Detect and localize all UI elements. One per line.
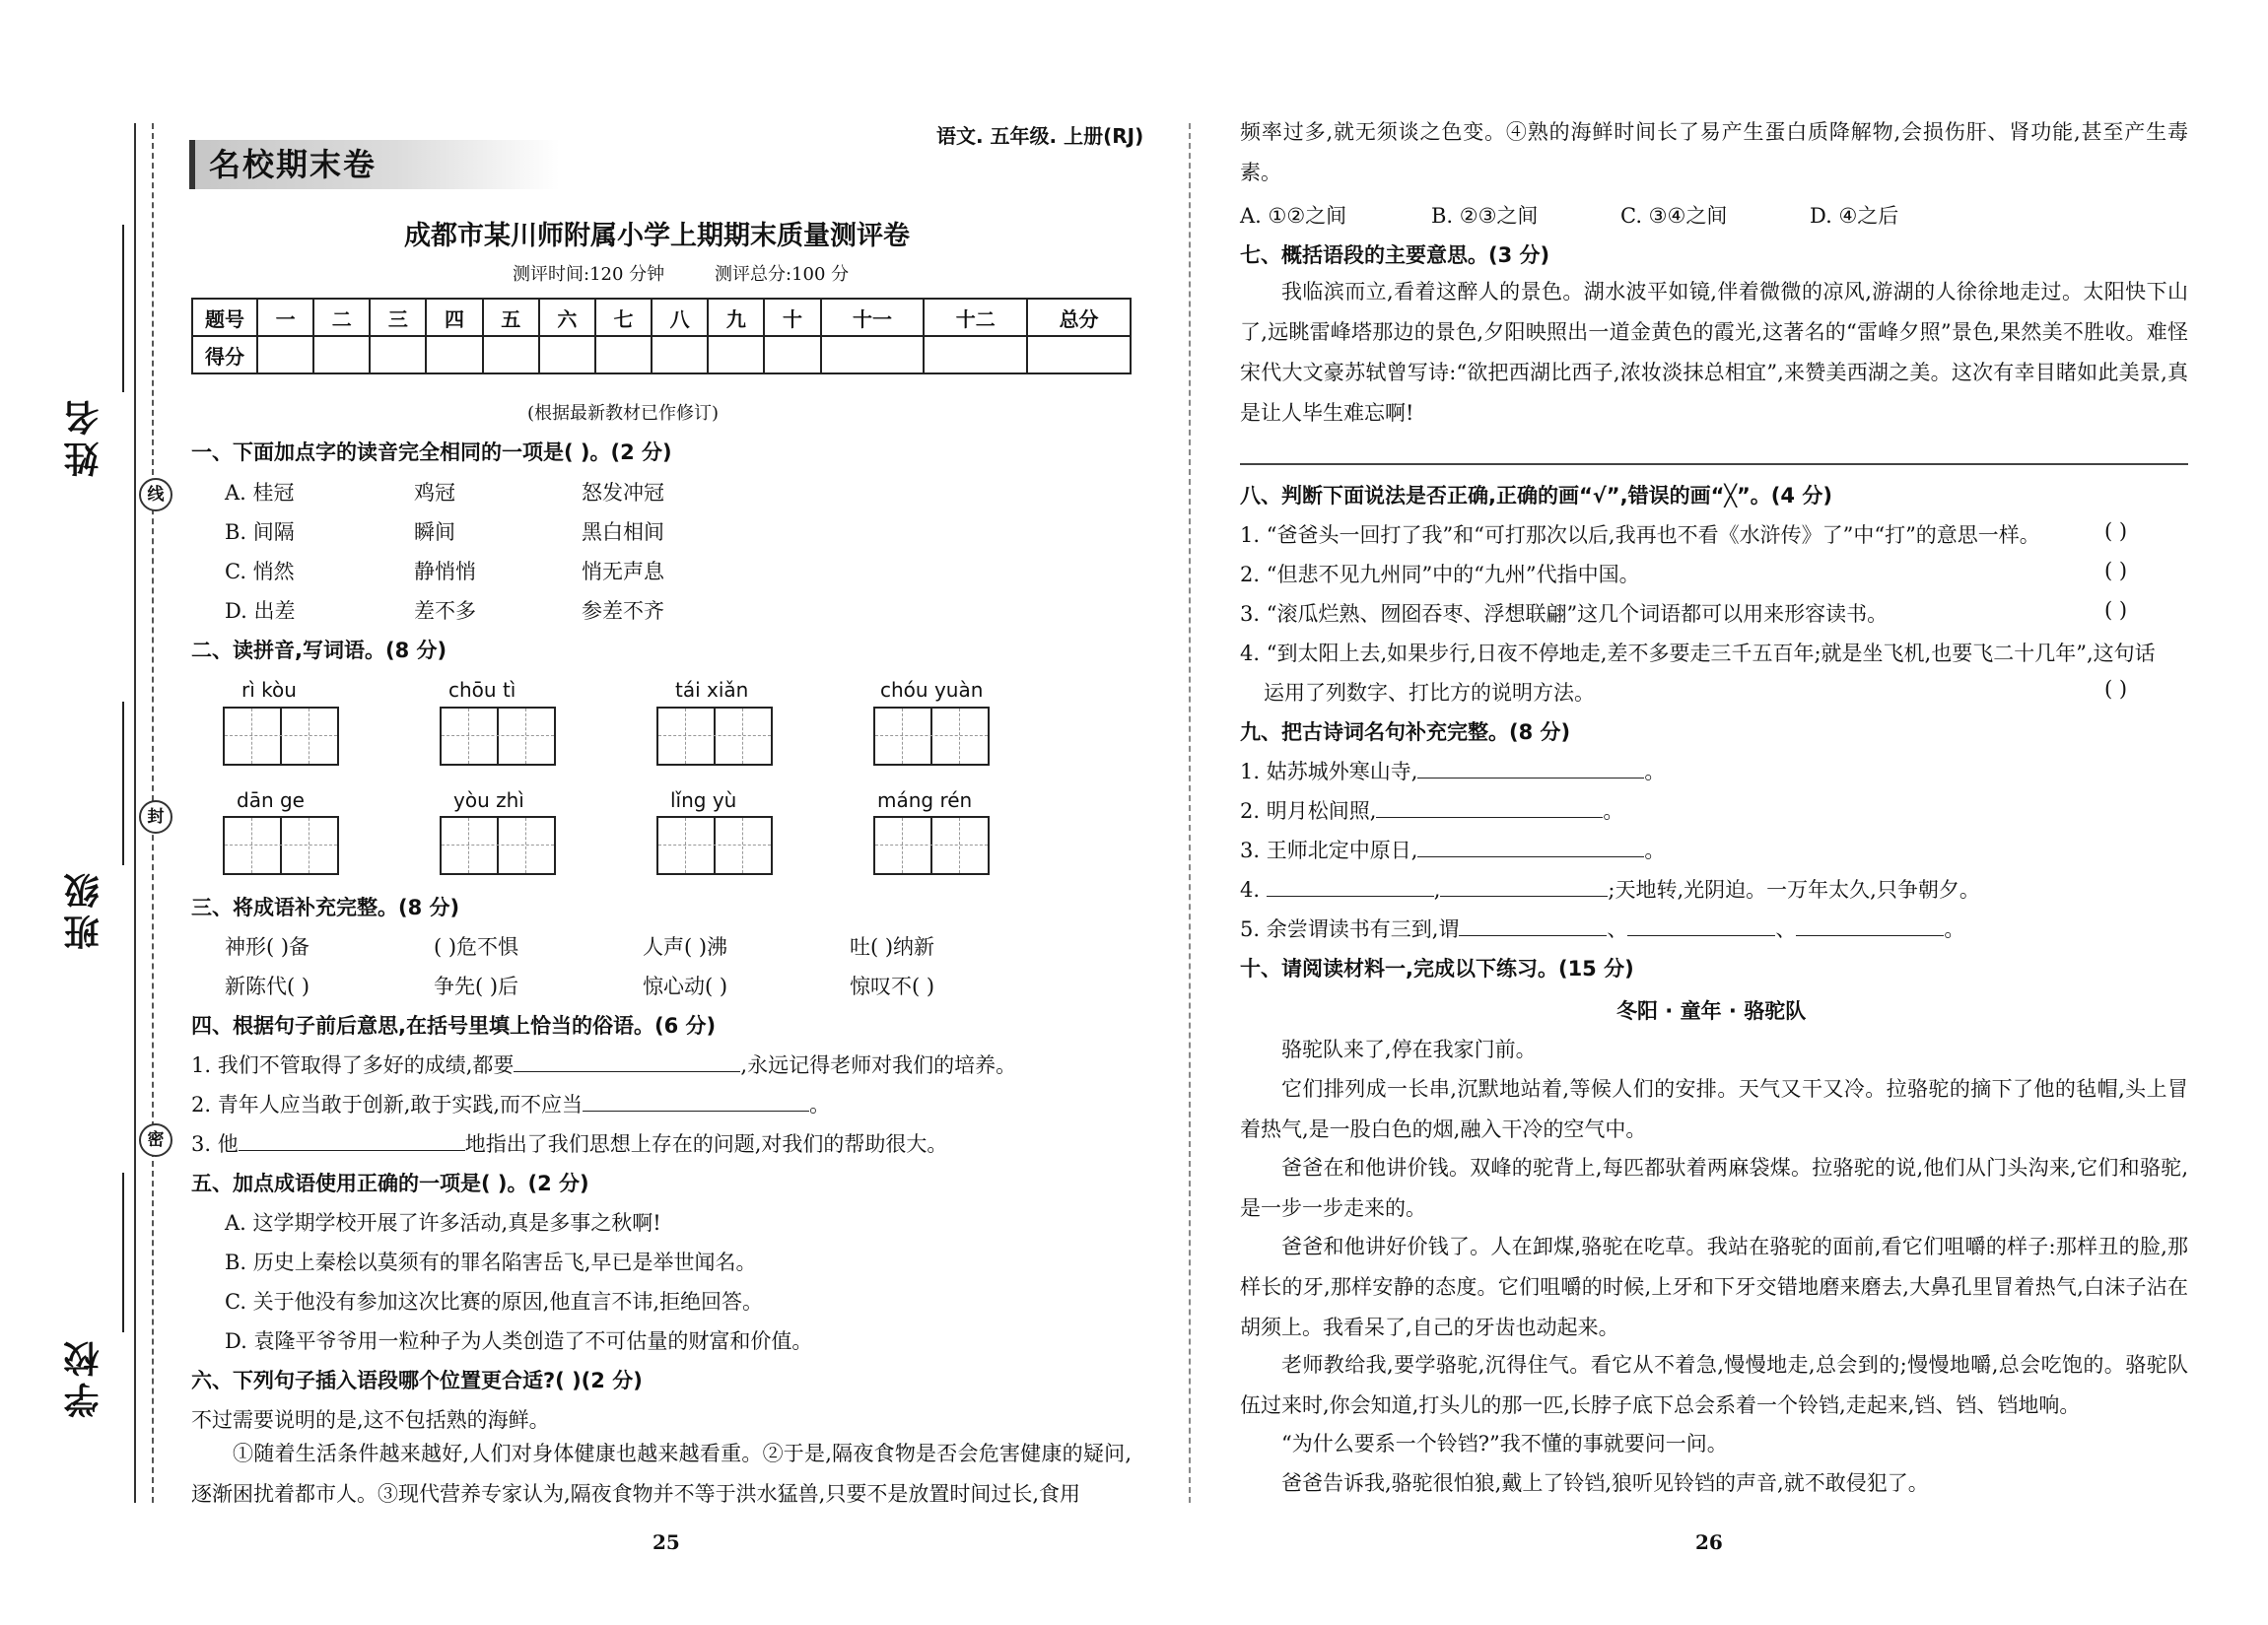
q10-title: 十、请阅读材料一,完成以下练习。(15 分)	[1240, 957, 1634, 981]
story-paragraph: 它们排列成一长串,沉默地站着,等候人们的安排。天气又干又冷。拉骆驼的摘下了他的毡帽,头上冒着热气,是一股白色的烟,融入干冷的空气中。	[1240, 1077, 2188, 1141]
score-blank[interactable]	[257, 336, 313, 373]
score-cell: 九	[708, 299, 764, 336]
poem-text: 1. 姑苏城外寒山寺,	[1240, 760, 1418, 783]
pinyin-label: rì kòu	[241, 678, 297, 702]
q8-item-4: 4. “到太阳上去,如果步行,日夜不停地走,差不多要走三千五百年;就是坐飞机,也要飞二十几年”,这句话	[1240, 642, 2156, 665]
idiom-item[interactable]: 人声( )沸	[643, 935, 728, 959]
poem-line-2	[1240, 795, 1623, 825]
answer-blank[interactable]	[583, 1093, 809, 1112]
q7-answer-line[interactable]	[1240, 463, 2188, 465]
q3-title: 三、将成语补充完整。(8 分)	[191, 896, 460, 919]
q6-title: 六、下列句子插入语段哪个位置更合适?( )(2 分)	[191, 1369, 643, 1392]
q9-title: 九、把古诗词名句补充完整。(8 分)	[1240, 720, 1571, 744]
score-blank[interactable]	[708, 336, 764, 373]
q4-s1-start: 1. 我们不管取得了多好的成绩,都要	[191, 1053, 515, 1077]
judge-paren[interactable]: ( )	[2104, 677, 2128, 701]
poem-end: 。	[1644, 760, 1666, 783]
poem-end: 。	[1944, 917, 1965, 941]
score-cell: 一	[257, 299, 313, 336]
poem-text: 4.	[1240, 878, 1261, 902]
poem-text: 3. 王师北定中原日,	[1240, 839, 1418, 862]
score-cell: 五	[483, 299, 539, 336]
score-cell: 二	[313, 299, 370, 336]
q8-item-2: 2. “但悲不见九州同”中的“九州”代指中国。	[1240, 563, 1640, 586]
q4-title: 四、根据句子前后意思,在括号里填上恰当的俗语。(6 分)	[191, 1014, 717, 1038]
story-title: 冬阳 · 童年 · 骆驼队	[1616, 999, 1807, 1023]
answer-blank[interactable]	[239, 1132, 465, 1151]
q5-option-d: D. 袁隆平爷爷用一粒种子为人类创造了不可估量的财富和价值。	[225, 1329, 813, 1353]
pinyin-label: yòu zhì	[453, 788, 524, 812]
poem-end: 。	[1603, 799, 1624, 823]
q4-s2-end: 。	[809, 1093, 831, 1117]
poem-text: ,	[1433, 878, 1441, 902]
idiom-item[interactable]: 惊叹不( )	[850, 975, 935, 998]
q8-title: 八、判断下面说法是否正确,正确的画“√”,错误的画“╳”。(4 分)	[1240, 484, 1832, 508]
name-label: 姓名	[64, 394, 104, 477]
score-blank[interactable]	[652, 336, 708, 373]
margin-solid-line	[134, 123, 136, 1503]
answer-blank[interactable]	[1267, 878, 1434, 897]
q1-word: 悄无声息	[582, 560, 664, 583]
name-blank[interactable]	[122, 225, 124, 392]
answer-blank[interactable]	[1796, 917, 1944, 936]
q4-s2-start: 2. 青年人应当敢于创新,敢于实践,而不应当	[191, 1093, 584, 1117]
score-cell: 十	[764, 299, 820, 336]
score-cell: 八	[652, 299, 708, 336]
poem-text: 、	[1607, 917, 1628, 941]
score-row-label: 得分	[192, 336, 257, 373]
pinyin-label: chōu tì	[448, 678, 516, 702]
q4-sentence-1	[191, 1049, 1016, 1079]
q4-sentence-3	[191, 1128, 947, 1158]
school-label: 学校	[64, 1335, 104, 1418]
poem-text: 、	[1775, 917, 1797, 941]
writing-box[interactable]	[223, 707, 339, 766]
school-blank[interactable]	[122, 1173, 124, 1332]
writing-box[interactable]	[440, 816, 556, 875]
idiom-item[interactable]: ( )危不惧	[434, 935, 519, 959]
exam-time: 测评时间:120 分钟	[513, 264, 665, 285]
q8-item-1: 1. “爸爸头一回打了我”和“可打那次以后,我再也不看《水浒传》了”中“打”的意思一样。	[1240, 523, 2040, 547]
q7-title: 七、概括语段的主要意思。(3 分)	[1240, 243, 1550, 267]
idiom-item[interactable]: 吐( )纳新	[850, 935, 935, 959]
q8-item-4-cont: 运用了列数字、打比方的说明方法。	[1264, 681, 1595, 705]
exam-banner: 名校期末卷	[189, 140, 560, 189]
revision-note: (根据最新教材已作修订)	[527, 403, 720, 424]
q1-option-d: D. 出差	[225, 599, 296, 623]
answer-blank[interactable]	[1440, 878, 1608, 897]
q1-title: 一、下面加点字的读音完全相同的一项是( )。(2 分)	[191, 440, 672, 464]
page-number-left: 25	[653, 1530, 680, 1554]
poem-line-1	[1240, 756, 1665, 785]
score-cell: 六	[539, 299, 595, 336]
q5-option-c: C. 关于他没有参加这次比赛的原因,他直言不讳,拒绝回答。	[225, 1290, 764, 1314]
q1-word: 瞬间	[414, 520, 455, 544]
writing-box[interactable]	[656, 816, 773, 875]
q1-word: 黑白相间	[582, 520, 664, 544]
q1-word: 参差不齐	[582, 599, 664, 623]
q1-option-b: B. 间隔	[225, 520, 295, 544]
idiom-item[interactable]: 惊心动( )	[643, 975, 728, 998]
story-paragraph: 爸爸告诉我,骆驼很怕狼,戴上了铃铛,狼听见铃铛的声音,就不敢侵犯了。	[1281, 1471, 1929, 1495]
answer-blank[interactable]	[1459, 917, 1607, 936]
q6-passage-part1: ①随着生活条件越来越好,人们对身体健康也越来越看重。②于是,隔夜食物是否会危害健康的疑问,逐渐困扰着都市人。③现代营养专家认为,隔夜食物并不等于洪水猛兽,只要不是放置时间过长,食用	[191, 1442, 1132, 1506]
judge-paren[interactable]: ( )	[2104, 559, 2128, 582]
subject-label: 语文. 五年级. 上册(RJ)	[936, 124, 1144, 148]
q6-option-b: B. ②③之间	[1431, 204, 1539, 228]
story-paragraph: 爸爸和他讲好价钱了。人在卸煤,骆驼在吃草。我站在骆驼的面前,看它们咀嚼的样子:那样丑的脸,那样长的牙,那样安静的态度。它们咀嚼的时候,上牙和下牙交错地磨来磨去,大鼻孔里冒着热气,白沫子沾在胡须上。我看呆了,自己的牙齿也动起来。	[1240, 1235, 2188, 1339]
answer-blank[interactable]	[1417, 760, 1644, 779]
seal-mark-line: 线	[139, 478, 172, 511]
q1-option-a: A. 桂冠	[225, 481, 295, 505]
story-paragraph: 老师教给我,要学骆驼,沉得住气。看它从不着急,慢慢地走,总会到的;慢慢地嚼,总会吃饱的。骆驼队伍过来时,你会知道,打头儿的那一匹,长脖子底下总会系着一个铃铛,走起来,铛、铛、铛地响。	[1240, 1353, 2188, 1417]
exam-total: 测评总分:100 分	[715, 264, 850, 285]
q5-title: 五、加点成语使用正确的一项是( )。(2 分)	[191, 1172, 589, 1195]
q6-option-d: D. ④之后	[1810, 204, 1899, 228]
answer-blank[interactable]	[514, 1053, 740, 1072]
q1-option-c: C. 悄然	[225, 560, 295, 583]
score-blank[interactable]	[764, 336, 820, 373]
poem-text: 5. 余尝谓读书有三到,谓	[1240, 917, 1460, 941]
q5-option-b: B. 历史上秦桧以莫须有的罪名陷害岳飞,早已是举世闻名。	[225, 1251, 757, 1274]
idiom-item[interactable]: 争先( )后	[434, 975, 519, 998]
q6-passage-part2: 频率过多,就无须谈之色变。④熟的海鲜时间长了易产生蛋白质降解物,会损伤肝、肾功能,甚至产生毒素。	[1240, 120, 2188, 184]
score-cell: 七	[595, 299, 652, 336]
class-blank[interactable]	[122, 702, 124, 865]
q6-option-a: A. ①②之间	[1240, 204, 1347, 228]
page-number-right: 26	[1695, 1530, 1723, 1554]
writing-box[interactable]	[440, 707, 556, 766]
idiom-item[interactable]: 新陈代( )	[225, 975, 310, 998]
q2-title: 二、读拼音,写词语。(8 分)	[191, 639, 447, 662]
seal-mark-secret: 密	[139, 1123, 172, 1157]
pinyin-label: máng rén	[877, 788, 973, 812]
score-table-header-row	[192, 299, 1131, 336]
score-cell: 三	[370, 299, 426, 336]
q4-sentence-2	[191, 1089, 830, 1118]
answer-blank[interactable]	[1376, 799, 1603, 818]
score-blank[interactable]	[1027, 336, 1131, 373]
pinyin-label: dān ge	[237, 788, 305, 812]
score-table	[191, 298, 1132, 374]
q6-option-c: C. ③④之间	[1620, 204, 1728, 228]
writing-box[interactable]	[656, 707, 773, 766]
q4-s3-end: 地指出了我们思想上存在的问题,对我们的帮助很大。	[464, 1132, 948, 1156]
answer-blank[interactable]	[1417, 839, 1644, 857]
q4-s1-end: ,永远记得老师对我们的培养。	[740, 1053, 1017, 1077]
q1-word: 鸡冠	[414, 481, 455, 505]
score-blank[interactable]	[595, 336, 652, 373]
score-blank[interactable]	[539, 336, 595, 373]
score-cell: 十二	[924, 299, 1027, 336]
poem-end: 。	[1644, 839, 1666, 862]
q4-s3-start: 3. 他	[191, 1132, 239, 1156]
pinyin-label: lǐng yù	[670, 788, 737, 812]
poem-line-4	[1240, 874, 1980, 904]
judge-paren[interactable]: ( )	[2104, 598, 2128, 622]
q1-word: 差不多	[414, 599, 476, 623]
score-cell: 总分	[1027, 299, 1131, 336]
score-cell: 题号	[192, 299, 257, 336]
q5-option-a: A. 这学期学校开展了许多活动,真是多事之秋啊!	[225, 1211, 661, 1235]
page-divider	[1189, 123, 1191, 1503]
writing-box[interactable]	[223, 816, 339, 875]
q7-passage: 我临滨而立,看着这醉人的景色。湖水波平如镜,伴着微微的凉风,游湖的人徐徐地走过。太阳快下山了,远眺雷峰塔那边的景色,夕阳映照出一道金黄色的霞光,这著名的“雷峰夕照”景色,果然美不胜收。难怪宋代大文豪苏轼曾写诗:“欲把西湖比西子,浓妆淡抹总相宜”,来赞美西湖之美。这次有幸目睹如此美景,真是让人毕生难忘啊!	[1240, 280, 2188, 425]
writing-box[interactable]	[873, 816, 990, 875]
score-cell: 四	[426, 299, 482, 336]
poem-text: 2. 明月松间照,	[1240, 799, 1377, 823]
answer-blank[interactable]	[1627, 917, 1775, 936]
pinyin-label: tái xiǎn	[675, 678, 749, 702]
judge-paren[interactable]: ( )	[2104, 519, 2128, 543]
score-blank[interactable]	[821, 336, 925, 373]
story-paragraph: 爸爸在和他讲价钱。双峰的驼背上,每匹都驮着两麻袋煤。拉骆驼的说,他们从门头沟来,它们和骆驼,是一步一步走来的。	[1240, 1156, 2188, 1220]
story-paragraph: 骆驼队来了,停在我家门前。	[1281, 1038, 1537, 1061]
poem-line-3	[1240, 835, 1665, 864]
q6-sentence: 不过需要说明的是,这不包括熟的海鲜。	[191, 1408, 550, 1432]
pinyin-label: chóu yuàn	[880, 678, 984, 702]
q8-item-3: 3. “滚瓜烂熟、囫囵吞枣、浮想联翩”这几个词语都可以用来形容读书。	[1240, 602, 1889, 626]
poem-text: ;天地转,光阴迫。一万年太久,只争朝夕。	[1608, 878, 1980, 902]
score-blank[interactable]	[313, 336, 370, 373]
score-blank[interactable]	[483, 336, 539, 373]
score-table-score-row	[192, 336, 1131, 373]
score-blank[interactable]	[370, 336, 426, 373]
score-blank[interactable]	[426, 336, 482, 373]
score-blank[interactable]	[924, 336, 1027, 373]
idiom-item[interactable]: 神形( )备	[225, 935, 310, 959]
story-paragraph: “为什么要系一个铃铛?”我不懂的事就要问一问。	[1281, 1432, 1728, 1456]
q1-word: 静悄悄	[414, 560, 476, 583]
exam-title: 成都市某川师附属小学上期期末质量测评卷	[404, 221, 910, 251]
poem-line-5	[1240, 914, 1964, 943]
score-cell: 十一	[821, 299, 925, 336]
class-label: 班级	[64, 867, 104, 950]
writing-box[interactable]	[873, 707, 990, 766]
q1-word: 怒发冲冠	[582, 481, 664, 505]
seal-mark-seal: 封	[139, 800, 172, 834]
